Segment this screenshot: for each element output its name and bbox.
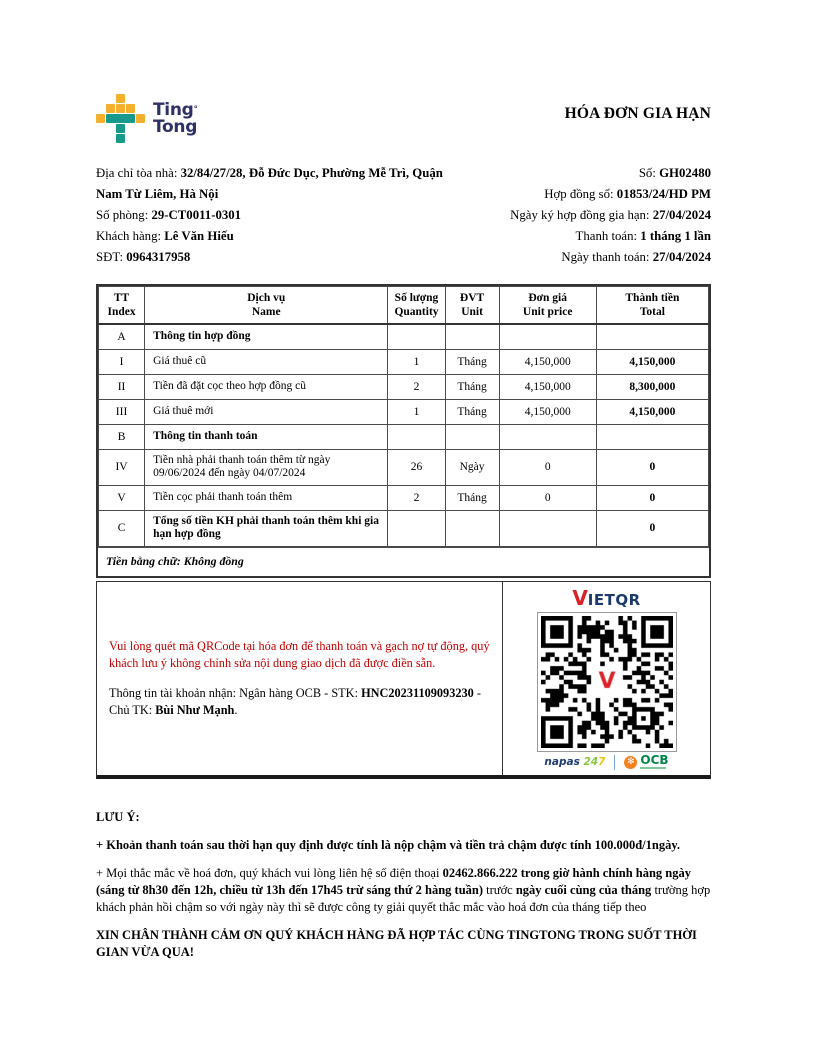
qr-payment-section [96,581,711,779]
cell-name: Thông tin hợp đồng [145,324,388,349]
qr-code [541,616,673,748]
table-row [99,449,709,485]
cell-qty: 2 [388,485,445,510]
cell-total [596,324,708,349]
table-row [99,424,709,449]
cell-name: Giá thuê cũ [145,349,388,374]
page-title: HÓA ĐƠN GIA HẠN [564,105,711,122]
table-header-row [99,287,709,325]
cell-price: 4,150,000 [499,374,596,399]
column-header: Đơn giá Unit price [499,287,596,325]
tingtong-logo-text: Ting° Tong [153,99,198,137]
customer-info [96,163,458,268]
account-info-text: Thông tin tài khoản nhận: Ngân hàng OCB - STK: HNC20231109093230 - Chủ TK: Bùi Như Mạnh. [109,685,481,717]
bank-logos [544,755,668,770]
cell-total: 0 [596,449,708,485]
cell-total: 4,150,000 [596,399,708,424]
qr-code-frame [537,612,677,752]
cell-unit: Tháng [445,374,499,399]
cell-qty [388,510,445,546]
cell-tt: II [99,374,145,399]
info-line: Thanh toán: 1 tháng 1 lần [575,229,711,243]
cell-name: Giá thuê mới [145,399,388,424]
ocb-logo: ✻ OCB [624,755,668,769]
notes-heading: LƯU Ý: [96,809,140,824]
cell-tt: B [99,424,145,449]
cell-unit [445,424,499,449]
cell-unit: Ngày [445,449,499,485]
cell-unit [445,510,499,546]
cell-name: Tổng số tiền KH phải thanh toán thêm khi gia hạn hợp đồng [145,510,388,546]
cell-name: Tiền nhà phải thanh toán thêm từ ngày 09/06/2024 đến ngày 04/07/2024 [145,449,388,485]
column-header: TT Index [99,287,145,325]
cell-unit: Tháng [445,399,499,424]
table-row [99,485,709,510]
cell-tt: V [99,485,145,510]
column-header: Dịch vụ Name [145,287,388,325]
header [96,94,711,143]
info-line: Ngày ký hợp đồng gia hạn: 27/04/2024 [510,208,711,222]
ocb-circle-icon: ✻ [624,756,637,769]
cell-price [499,510,596,546]
info-line: Hợp đồng số: 01853/24/HD PM [544,187,711,201]
column-header: Thành tiền Total [596,287,708,325]
invoice-info [96,163,711,268]
napas247-logo: napas 247 [544,756,606,768]
cell-name: Thông tin thanh toán [145,424,388,449]
cell-qty: 2 [388,374,445,399]
cell-total: 8,300,000 [596,374,708,399]
qr-warning-text: Vui lòng quét mã QRCode tại hóa đơn để thanh toán và gạch nợ tự động, quý khách lưu ý không chỉnh sửa nội dung giao dịch đã được điền sẵn. [109,638,490,670]
info-line: Số phòng: 29-CT0011-0301 [96,208,242,222]
invoice-table [98,286,709,547]
table-row [99,510,709,546]
cell-price: 4,150,000 [499,399,596,424]
cell-name: Tiền cọc phải thanh toán thêm [145,485,388,510]
cell-unit [445,324,499,349]
cell-name: Tiền đã đặt cọc theo hợp đồng cũ [145,374,388,399]
table-row [99,374,709,399]
cell-tt: IV [99,449,145,485]
cell-price [499,424,596,449]
table-row [99,399,709,424]
separator [614,755,615,770]
tingtong-logo-mark-icon [96,94,145,143]
column-header: Số lượng Quantity [388,287,445,325]
column-header: ĐVT Unit [445,287,499,325]
info-line: Số: GH02480 [638,166,711,180]
contract-info [471,163,711,268]
cell-price [499,324,596,349]
cell-total [596,424,708,449]
tingtong-logo [96,94,198,143]
cell-tt: I [99,349,145,374]
info-line: SĐT: 0964317958 [96,250,191,264]
vietqr-card [503,582,710,775]
cell-tt: III [99,399,145,424]
info-line: Khách hàng: Lê Văn Hiếu [96,229,234,243]
cell-unit: Tháng [445,349,499,374]
cell-price: 4,150,000 [499,349,596,374]
cell-qty: 1 [388,399,445,424]
cell-qty [388,424,445,449]
thanks-text: XIN CHÂN THÀNH CẢM ƠN QUÝ KHÁCH HÀNG ĐÃ HỢP TÁC CÙNG TINGTONG TRONG SUỐT THỜI GIAN VỪA QUA! [96,927,697,959]
cell-tt: A [99,324,145,349]
info-line: Ngày thanh toán: 27/04/2024 [561,250,711,264]
cell-unit: Tháng [445,485,499,510]
cell-qty [388,324,445,349]
cell-total: 0 [596,485,708,510]
cell-total: 4,150,000 [596,349,708,374]
note-contact: + Mọi thắc mắc về hoá đơn, quý khách vui lòng liên hệ số điện thoại 02462.866.222 trong giờ hành chính hàng ngày (sáng từ 8h30 đến 12h, chiều từ 13h đến 17h45 trừ sáng thứ 2 hàng tuần) trước ngày cuối cùng của tháng trường hợp khách phản hồi chậm so với ngày này thì sẽ được công ty giải quyết thắc mắc vào hoá đơn của tháng tiếp theo [96,865,711,914]
notes-section [96,809,711,961]
cell-price: 0 [499,449,596,485]
cell-price: 0 [499,485,596,510]
cell-qty: 1 [388,349,445,374]
cell-tt: C [99,510,145,546]
invoice-table-wrapper [96,284,711,578]
vietqr-logo: VIETQR [572,585,641,610]
table-row [99,324,709,349]
payment-instructions [97,582,503,775]
table-row [99,349,709,374]
cell-qty: 26 [388,449,445,485]
note-late-payment: + Khoản thanh toán sau thời hạn quy định được tính là nộp chậm và tiền trả chậm được tính 100.000đ/1ngày. [96,837,681,852]
amount-in-words: Tiền bằng chữ: Không đồng [98,547,709,576]
cell-total: 0 [596,510,708,546]
invoice-table-body [99,324,709,546]
info-line: Địa chỉ tòa nhà: 32/84/27/28, Đỗ Đức Dục, Phường Mễ Trì, Quận Nam Từ Liêm, Hà Nội [96,166,443,201]
